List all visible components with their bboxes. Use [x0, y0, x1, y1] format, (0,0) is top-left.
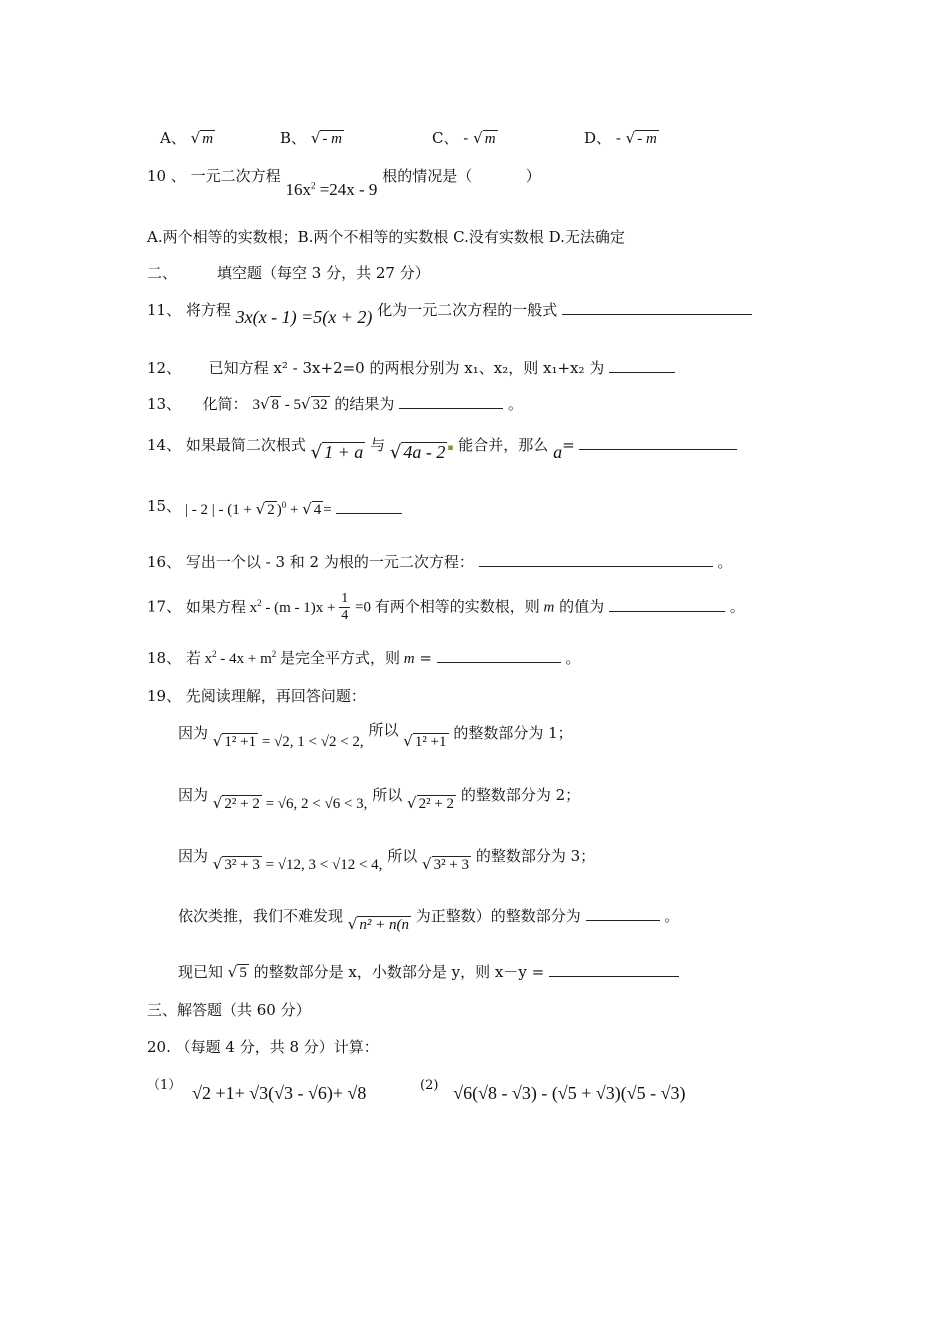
question-17: 17、 如果方程 $x^2 - (m - 1)x$ + $\frac{1}{4}$ =0 有两个相等的实数根，则 m 的值为 。: [147, 591, 745, 623]
option-math: - m: [322, 131, 342, 147]
question-20: 20. （每题 4 分，共 8 分）计算：: [147, 1038, 379, 1056]
equation: $16x^2 =24x - 9$: [285, 180, 378, 199]
fraction: $\frac{1}{4}$: [341, 591, 349, 623]
question-10: 10 、 一元二次方程 $16x^2 =24x - 9$ 根的情况是（ ）: [147, 167, 541, 199]
answer-blank[interactable]: [336, 513, 402, 514]
expression: √6(√8 - √3) - (√5 + √3)(√5 - √3): [453, 1083, 686, 1103]
q20-part-2: (2) √6(√8 - √3) - (√5 + √3)(√5 - √3): [420, 1078, 686, 1103]
q19-line-1: 因为 √ 1² +1 = √2, 1 < √2 < 2, 所以 √ 1² +1 的整数部分为 1；: [178, 721, 573, 750]
radical-1: √ 1 + a: [310, 442, 364, 463]
answer-blank[interactable]: [579, 449, 737, 450]
option-label: D、: [584, 129, 612, 147]
question-number: 16、: [147, 553, 182, 571]
q9-option-a: A、 √ m: [160, 129, 214, 147]
option-label: C、: [432, 129, 459, 147]
question-number: 11、: [147, 301, 182, 319]
section-3-heading: 三、解答题（共 60 分）: [147, 1001, 311, 1019]
question-text: 一元二次方程: [190, 167, 281, 185]
radical-2: √ 4a - 2: [389, 442, 446, 463]
answer-blank[interactable]: [562, 314, 752, 315]
section-2-heading: 二、 填空题（每空 3 分，共 27 分）: [147, 264, 430, 282]
expression: 3√ 8 - 5√ 32: [252, 395, 328, 413]
answer-blank[interactable]: [609, 611, 725, 612]
q19-line-2: 因为 √ 2² + 2 = √6, 2 < √6 < 3, 所以 √ 2² + 2 的整数部分为 2；: [178, 786, 581, 812]
question-number: 20.: [147, 1038, 171, 1056]
question-18: 18、 若 $x^2 - 4x + m^2$ 是完全平方式，则 m = 。: [147, 649, 581, 667]
question-text-tail: 根的情况是（: [382, 167, 473, 185]
question-12: 12、 已知方程 x² - 3x+2=0 的两根分别为 x₁、x₂，则 x₁+x₂ 为: [147, 357, 675, 378]
answer-blank[interactable]: [399, 408, 503, 409]
q9-option-d: D、 - √ - m: [584, 129, 657, 147]
question-16: 16、 写出一个以 - 3 和 2 为根的一元二次方程： 。: [147, 553, 733, 571]
option-label: A、: [160, 129, 186, 147]
q20-part-1: （1） √2 +1+ √3(√3 - √6)+ √8: [147, 1078, 367, 1103]
q19-line-4: 依次类推，我们不难发现 √ n² + n(n 为正整数）的整数部分为 。: [178, 907, 680, 933]
q19-line-5: 现已知 √ 5 的整数部分是 x，小数部分是 y，则 x－y =: [178, 961, 679, 982]
answer-blank[interactable]: [437, 662, 561, 663]
answer-blank[interactable]: [549, 976, 679, 977]
question-number: 14、: [147, 436, 182, 454]
option-math: m: [202, 131, 214, 147]
equation: 3x(x - 1) =5(x + 2): [235, 307, 373, 327]
question-11: 11、 将方程 3x(x - 1) =5(x + 2) 化为一元二次方程的一般式: [147, 299, 752, 320]
expression: √2 +1+ √3(√3 - √6)+ √8: [192, 1083, 367, 1103]
option-neg: -: [463, 129, 469, 147]
option-label: B、: [280, 129, 307, 147]
option-math: m: [484, 131, 496, 147]
question-number: 12、: [147, 359, 182, 377]
question-number: 17、: [147, 597, 182, 616]
answer-blank[interactable]: [586, 920, 660, 921]
option-neg: -: [615, 129, 621, 147]
question-13: 13、 化简： 3√ 8 - 5√ 32 的结果为 。: [147, 395, 523, 413]
answer-blank[interactable]: [609, 372, 675, 373]
question-14: 14、 如果最简二次根式 √ 1 + a 与 √ 4a - 2 ▪ 能合并，那么 a=: [147, 434, 737, 455]
question-19: 19、 先阅读理解，再回答问题：: [147, 687, 366, 705]
answer-blank[interactable]: [479, 566, 713, 567]
question-number: 19、: [147, 687, 182, 705]
q9-option-c: C、 - √ m: [432, 129, 496, 147]
question-number: 13、: [147, 395, 182, 413]
question-number: 18、: [147, 649, 182, 667]
q19-line-3: 因为 √ 3² + 3 = √12, 3 < √12 < 4, 所以 √ 3² + 3 的整数部分为 3；: [178, 847, 596, 873]
option-math: - m: [637, 131, 657, 147]
question-number: 10 、: [147, 167, 186, 185]
question-number: 15、: [147, 497, 182, 515]
question-10-options: A.两个相等的实数根；B.两个不相等的实数根 C.没有实数根 D.无法确定: [147, 228, 625, 246]
question-15-expression: | - 2 | - (1 + √ 2 )$^0$ + √ 4 =: [185, 500, 402, 519]
q9-option-b: B、 √ - m: [280, 129, 342, 147]
question-15: [147, 495, 181, 516]
